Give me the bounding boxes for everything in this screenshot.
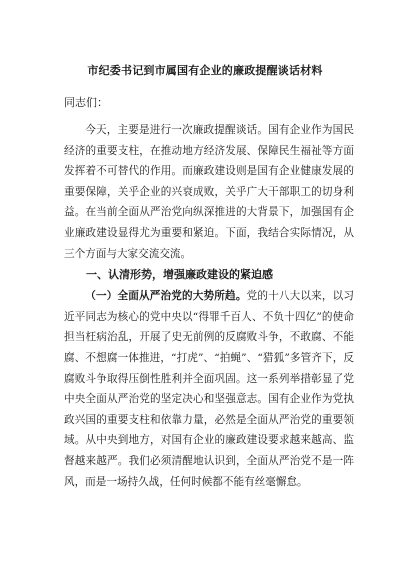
section-heading-1: 一、认清形势，增强廉政建设的紧迫感 (86, 268, 273, 282)
document-title: 市纪委书记到市属国有企业的廉政提醒谈话材料 (87, 64, 323, 77)
subsection-lead-1: （一）全面从严治党的大势所趋。 (85, 290, 247, 303)
document-body (64, 96, 354, 492)
paragraph-subsection-1 (64, 286, 354, 492)
salutation: 同志们： (64, 96, 108, 109)
paragraph-intro: 今天，主要是进行一次廉政提醒谈话。国有企业作为国民经济的重要支柱，在推动地方经济发展、保障民生福祉等方面发挥着不可替代的作用。而廉政建设则是国有企业健康发展的重要保障，关乎企业的兴衰成败，关乎广大干部职工的切身利益。在当前全面从严治党向纵深推进的大背景下，加强国有企业廉政建设显得尤为重要和紧迫。下面，我结合实际情况，从三个方面与大家交流交流。 (64, 124, 354, 260)
subsection-text-1: 党的十八大以来，以习近平同志为核心的党中央以“得罪千百人、不负十四亿”的使命担当枉病治乱，开展了史无前例的反腐败斗争，不敢腐、不能腐、不想腐一体推进，“打虎”、“拍蝇”、“猎狐”多管齐下，反腐败斗争取得压倒性胜利并全面巩固。这一系列举措彰显了党中央全面从严治党的坚定决心和坚强意志。国有企业作为党执政兴国的重要支柱和依靠力量，必然是全面从严治党的重要领域。从中央到地方，对国有企业的廉政建设要求越来越高、监督越来越严。我们必须清醒地认识到，全面从严治党不是一阵风，而是一场持久战，任何时候都不能有丝毫懈怠。 (64, 290, 355, 488)
